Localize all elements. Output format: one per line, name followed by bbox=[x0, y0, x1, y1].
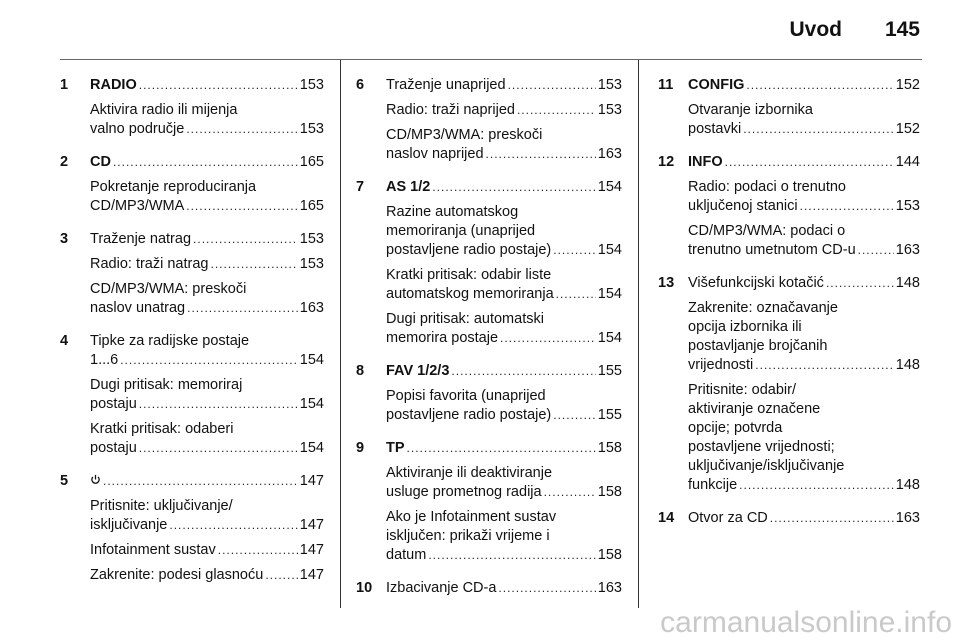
dot-leader bbox=[739, 476, 894, 495]
index-entry bbox=[356, 178, 622, 354]
entry-heading-line bbox=[386, 579, 622, 598]
page-ref: 148 bbox=[895, 357, 920, 373]
page-ref: 154 bbox=[299, 440, 324, 456]
entry-label: naslov naprijed bbox=[386, 146, 484, 162]
sub-entry bbox=[90, 376, 324, 414]
page-ref: 163 bbox=[895, 510, 920, 526]
dot-leader bbox=[218, 541, 298, 560]
page-ref: 147 bbox=[299, 473, 324, 489]
sub-entry-line bbox=[688, 356, 920, 375]
sub-entry bbox=[386, 310, 622, 348]
sub-entry-line bbox=[90, 197, 324, 216]
entry-heading-line bbox=[90, 230, 324, 249]
entry-number: 8 bbox=[356, 363, 365, 379]
entry-heading-line bbox=[386, 439, 622, 458]
header-rule bbox=[60, 59, 922, 60]
sub-entry bbox=[386, 101, 622, 120]
sub-entry bbox=[386, 266, 622, 304]
entry-label: datum bbox=[386, 547, 427, 563]
page-ref: 154 bbox=[597, 179, 622, 195]
page-ref: 154 bbox=[597, 330, 622, 346]
entry-label: CD/MP3/WMA bbox=[90, 198, 185, 214]
entry-label: Traženje unaprijed bbox=[386, 77, 506, 93]
entry-heading-line bbox=[688, 509, 920, 528]
page-ref: 147 bbox=[299, 517, 324, 533]
sub-entry bbox=[386, 203, 622, 260]
page-ref: 155 bbox=[597, 407, 622, 423]
entry-number: 11 bbox=[658, 77, 674, 93]
sub-entry-line bbox=[386, 285, 622, 304]
entry-label: isključivanje bbox=[90, 517, 168, 533]
index-column-1 bbox=[60, 76, 324, 599]
page-ref: 154 bbox=[299, 352, 324, 368]
entry-label: AS 1/2 bbox=[386, 179, 431, 195]
sub-entry-line bbox=[688, 120, 920, 139]
sub-entry-line bbox=[386, 241, 622, 260]
dot-leader bbox=[451, 362, 595, 381]
page-ref: 153 bbox=[299, 231, 324, 247]
entry-label: 1...6 bbox=[90, 352, 119, 368]
page-ref: 152 bbox=[895, 77, 920, 93]
dot-leader bbox=[556, 285, 596, 304]
dot-leader bbox=[553, 406, 596, 425]
page-ref: 144 bbox=[895, 154, 920, 170]
sub-entry bbox=[688, 299, 920, 375]
sub-entry-text-line: isključen: prikaži vrijeme i bbox=[386, 528, 550, 544]
entry-body bbox=[90, 472, 324, 591]
sub-entry-text-line: Pritisnite: uključivanje/ bbox=[90, 498, 233, 514]
entry-body bbox=[386, 439, 622, 571]
entry-body bbox=[90, 76, 324, 145]
sub-entry-text-line: Aktivira radio ili mijenja bbox=[90, 102, 238, 118]
entry-label: Izbacivanje CD-a bbox=[386, 580, 497, 596]
entry-label: postavljene radio postaje) bbox=[386, 242, 552, 258]
sub-entry-text-line: postavljanje brojčanih bbox=[688, 338, 828, 354]
entry-number: 10 bbox=[356, 580, 373, 596]
entry-body bbox=[386, 579, 622, 604]
dot-leader bbox=[113, 153, 298, 172]
page-ref: 163 bbox=[299, 300, 324, 316]
sub-entry bbox=[90, 101, 324, 139]
entry-heading bbox=[688, 274, 920, 293]
entry-heading bbox=[90, 153, 324, 172]
sub-entry-text-line: Radio: podaci o trenutno bbox=[688, 179, 846, 195]
entry-label: INFO bbox=[688, 154, 723, 170]
entry-body bbox=[688, 153, 920, 266]
page-ref: 154 bbox=[299, 396, 324, 412]
sub-entry-line bbox=[90, 395, 324, 414]
dot-leader bbox=[544, 483, 596, 502]
page-ref: 153 bbox=[299, 77, 324, 93]
dot-leader bbox=[500, 329, 596, 348]
sub-entry-line bbox=[386, 406, 622, 425]
entry-number: 9 bbox=[356, 440, 365, 456]
sub-entry bbox=[90, 420, 324, 458]
page-title: Uvod bbox=[789, 18, 842, 41]
entry-label: vrijednosti bbox=[688, 357, 754, 373]
entry-number: 13 bbox=[658, 275, 675, 291]
entry-label: Radio: traži natrag bbox=[90, 256, 209, 272]
sub-entry-text-line: Dugi pritisak: memoriraj bbox=[90, 377, 243, 393]
entry-label: RADIO bbox=[90, 77, 137, 93]
entry-body bbox=[90, 332, 324, 464]
entry-label: funkcije bbox=[688, 477, 738, 493]
entry-label: postavljene radio postaje) bbox=[386, 407, 552, 423]
sub-entry-text-line: Pritisnite: odabir/ bbox=[688, 382, 796, 398]
dot-leader bbox=[508, 76, 596, 95]
dot-leader bbox=[169, 516, 297, 535]
entry-heading-line bbox=[386, 362, 622, 381]
power-icon bbox=[90, 472, 101, 483]
entry-label: automatskog memoriranja bbox=[386, 286, 554, 302]
entry-body bbox=[688, 509, 920, 534]
page-ref: 154 bbox=[597, 242, 622, 258]
entry-label: Infotainment sustav bbox=[90, 542, 216, 558]
entry-heading-line bbox=[386, 178, 622, 197]
watermark: carmanualsonline.info bbox=[660, 606, 952, 639]
sub-entry-line bbox=[90, 516, 324, 535]
page-ref: 155 bbox=[597, 363, 622, 379]
sub-entry-line bbox=[386, 329, 622, 348]
page-ref: 148 bbox=[895, 275, 920, 291]
entry-number: 14 bbox=[658, 510, 675, 526]
index-entry bbox=[658, 153, 920, 266]
page-ref: 165 bbox=[299, 154, 324, 170]
sub-entry-text-line: opcije; potvrda bbox=[688, 420, 783, 436]
dot-leader bbox=[725, 153, 894, 172]
dot-leader bbox=[858, 241, 894, 260]
entry-label: uključenoj stanici bbox=[688, 198, 798, 214]
entry-number: 1 bbox=[60, 77, 69, 93]
entry-heading-line bbox=[688, 153, 920, 172]
sub-entry-text-line: Aktiviranje ili deaktiviranje bbox=[386, 465, 553, 481]
sub-entry-line bbox=[386, 145, 622, 164]
page-ref: 147 bbox=[299, 542, 324, 558]
dot-leader bbox=[187, 299, 298, 318]
page-ref: 153 bbox=[299, 256, 324, 272]
index-entry bbox=[60, 332, 324, 464]
sub-entry-text-line: Ako je Infotainment sustav bbox=[386, 509, 557, 525]
sub-entry bbox=[386, 126, 622, 164]
entry-heading bbox=[386, 76, 622, 95]
entry-body bbox=[90, 153, 324, 222]
page-ref: 158 bbox=[597, 440, 622, 456]
entry-body bbox=[386, 178, 622, 354]
page-ref: 165 bbox=[299, 198, 324, 214]
index-entry bbox=[356, 362, 622, 431]
sub-entry-text-line: Popisi favorita (unaprijed bbox=[386, 388, 546, 404]
entry-label: FAV 1/2/3 bbox=[386, 363, 450, 379]
sub-entry-text-line: opcija izbornika ili bbox=[688, 319, 802, 335]
entry-label: memorira postaje bbox=[386, 330, 499, 346]
sub-entry bbox=[90, 255, 324, 274]
sub-entry bbox=[688, 178, 920, 216]
sub-entry-line bbox=[688, 476, 920, 495]
page-ref: 153 bbox=[895, 198, 920, 214]
sub-entry-text-line: Pokretanje reproduciranja bbox=[90, 179, 257, 195]
entry-heading bbox=[386, 439, 622, 458]
column-divider bbox=[638, 60, 639, 608]
dot-leader bbox=[770, 509, 894, 528]
entry-body bbox=[90, 230, 324, 324]
entry-heading bbox=[688, 509, 920, 528]
index-column-2 bbox=[356, 76, 622, 612]
entry-heading-line bbox=[90, 153, 324, 172]
dot-leader bbox=[486, 145, 596, 164]
sub-entry-text-line: Otvaranje izbornika bbox=[688, 102, 813, 118]
page-ref: 158 bbox=[597, 547, 622, 563]
entry-label: trenutno umetnutom CD-u bbox=[688, 242, 856, 258]
sub-entry-line bbox=[386, 546, 622, 565]
dot-leader bbox=[186, 197, 298, 216]
entry-number: 6 bbox=[356, 77, 365, 93]
dot-leader bbox=[407, 439, 596, 458]
sub-entry bbox=[90, 541, 324, 560]
index-entry bbox=[356, 76, 622, 170]
dot-leader bbox=[517, 101, 596, 120]
sub-entry-text-line: Dugi pritisak: automatski bbox=[386, 311, 544, 327]
entry-number: 7 bbox=[356, 179, 365, 195]
page-ref: 163 bbox=[597, 580, 622, 596]
entry-body bbox=[688, 274, 920, 501]
dot-leader bbox=[826, 274, 894, 293]
page-ref: 153 bbox=[299, 121, 324, 137]
sub-entry bbox=[386, 508, 622, 565]
dot-leader bbox=[186, 120, 297, 139]
entry-heading bbox=[386, 579, 622, 598]
entry-heading-line bbox=[386, 76, 622, 95]
entry-label: Traženje natrag bbox=[90, 231, 192, 247]
page-header bbox=[0, 0, 960, 60]
entry-body bbox=[386, 76, 622, 170]
entry-heading bbox=[688, 76, 920, 95]
entry-heading-line bbox=[90, 76, 324, 95]
entry-number: 4 bbox=[60, 333, 69, 349]
index-column-3 bbox=[658, 76, 920, 542]
dot-leader bbox=[553, 241, 596, 260]
index-entry bbox=[356, 579, 622, 604]
page-ref: 154 bbox=[597, 286, 622, 302]
sub-entry-line bbox=[386, 483, 622, 502]
sub-entry-line bbox=[90, 541, 324, 560]
sub-entry-text-line: uključivanje/isključivanje bbox=[688, 458, 845, 474]
sub-entry-text-line: Zakrenite: označavanje bbox=[688, 300, 838, 316]
dot-leader bbox=[498, 579, 595, 598]
entry-heading bbox=[386, 362, 622, 381]
dot-leader bbox=[210, 255, 297, 274]
entry-heading bbox=[90, 472, 324, 491]
sub-entry-line bbox=[90, 299, 324, 318]
entry-label: Zakrenite: podesi glasnoću bbox=[90, 567, 264, 583]
dot-leader bbox=[428, 546, 595, 565]
sub-entry-text-line: CD/MP3/WMA: preskoči bbox=[386, 127, 543, 143]
entry-label: usluge prometnog radija bbox=[386, 484, 542, 500]
sub-entry-text-line: memoriranja (unaprijed bbox=[386, 223, 536, 239]
dot-leader bbox=[139, 395, 298, 414]
page-ref: 152 bbox=[895, 121, 920, 137]
sub-entry-line bbox=[90, 439, 324, 458]
sub-entry bbox=[90, 566, 324, 585]
entry-heading-line bbox=[688, 274, 920, 293]
entry-number: 5 bbox=[60, 473, 69, 489]
dot-leader bbox=[755, 356, 894, 375]
entry-text-line: Tipke za radijske postaje bbox=[90, 333, 250, 349]
column-divider bbox=[340, 60, 341, 608]
sub-entry-line bbox=[90, 255, 324, 274]
sub-entry-text-line: Razine automatskog bbox=[386, 204, 519, 220]
sub-entry-text-line: Kratki pritisak: odaberi bbox=[90, 421, 234, 437]
index-entry bbox=[60, 230, 324, 324]
sub-entry bbox=[688, 101, 920, 139]
index-entry bbox=[60, 472, 324, 591]
entry-label: postaju bbox=[90, 440, 137, 456]
index-entry bbox=[60, 153, 324, 222]
entry-number: 3 bbox=[60, 231, 69, 247]
sub-entry-text-line: CD/MP3/WMA: podaci o bbox=[688, 223, 846, 239]
page-ref: 163 bbox=[597, 146, 622, 162]
entry-number: 12 bbox=[658, 154, 675, 170]
dot-leader bbox=[746, 76, 893, 95]
page-number: 145 bbox=[884, 18, 920, 41]
entry-body bbox=[688, 76, 920, 145]
entry-label: naslov unatrag bbox=[90, 300, 186, 316]
sub-entry-text-line: postavljene vrijednosti; bbox=[688, 439, 835, 455]
page-ref: 153 bbox=[597, 102, 622, 118]
sub-entry bbox=[688, 381, 920, 495]
page-ref: 148 bbox=[895, 477, 920, 493]
index-entry bbox=[658, 76, 920, 145]
dot-leader bbox=[120, 351, 298, 370]
page-ref: 153 bbox=[597, 77, 622, 93]
dot-leader bbox=[139, 439, 298, 458]
entry-body bbox=[386, 362, 622, 431]
entry-label: valno područje bbox=[90, 121, 185, 137]
sub-entry-line bbox=[90, 566, 324, 585]
entry-heading-line bbox=[90, 351, 324, 370]
page-ref: 158 bbox=[597, 484, 622, 500]
sub-entry-text-line: CD/MP3/WMA: preskoči bbox=[90, 281, 247, 297]
sub-entry bbox=[386, 464, 622, 502]
entry-heading bbox=[90, 76, 324, 95]
dot-leader bbox=[139, 76, 298, 95]
entry-label: TP bbox=[386, 440, 405, 456]
page-ref: 147 bbox=[299, 567, 324, 583]
page-ref: 163 bbox=[895, 242, 920, 258]
dot-leader bbox=[800, 197, 894, 216]
dot-leader bbox=[193, 230, 298, 249]
dot-leader bbox=[103, 472, 298, 491]
entry-label: Radio: traži naprijed bbox=[386, 102, 515, 118]
sub-entry bbox=[688, 222, 920, 260]
sub-entry-line bbox=[688, 241, 920, 260]
entry-label: Otvor za CD bbox=[688, 510, 768, 526]
sub-entry-text-line: Kratki pritisak: odabir liste bbox=[386, 267, 552, 283]
entry-heading bbox=[90, 332, 324, 370]
entry-heading bbox=[386, 178, 622, 197]
sub-entry bbox=[90, 497, 324, 535]
dot-leader bbox=[265, 566, 297, 585]
entry-heading bbox=[688, 153, 920, 172]
sub-entry-line bbox=[386, 101, 622, 120]
index-entry bbox=[658, 509, 920, 534]
dot-leader bbox=[432, 178, 595, 197]
entry-number: 2 bbox=[60, 154, 69, 170]
sub-entry bbox=[90, 178, 324, 216]
index-entry bbox=[60, 76, 324, 145]
entry-label: CONFIG bbox=[688, 77, 745, 93]
dot-leader bbox=[743, 120, 894, 139]
sub-entry-line bbox=[90, 120, 324, 139]
entry-heading bbox=[90, 230, 324, 249]
sub-entry-line bbox=[688, 197, 920, 216]
sub-entry-text-line: aktiviranje označene bbox=[688, 401, 821, 417]
entry-heading-line bbox=[688, 76, 920, 95]
sub-entry bbox=[90, 280, 324, 318]
entry-label: Višefunkcijski kotačić bbox=[688, 275, 824, 291]
entry-label: postavki bbox=[688, 121, 742, 137]
sub-entry bbox=[386, 387, 622, 425]
entry-label: CD bbox=[90, 154, 111, 170]
index-entry bbox=[356, 439, 622, 571]
entry-heading-line bbox=[90, 472, 324, 491]
entry-label: postaju bbox=[90, 396, 137, 412]
index-entry bbox=[658, 274, 920, 501]
